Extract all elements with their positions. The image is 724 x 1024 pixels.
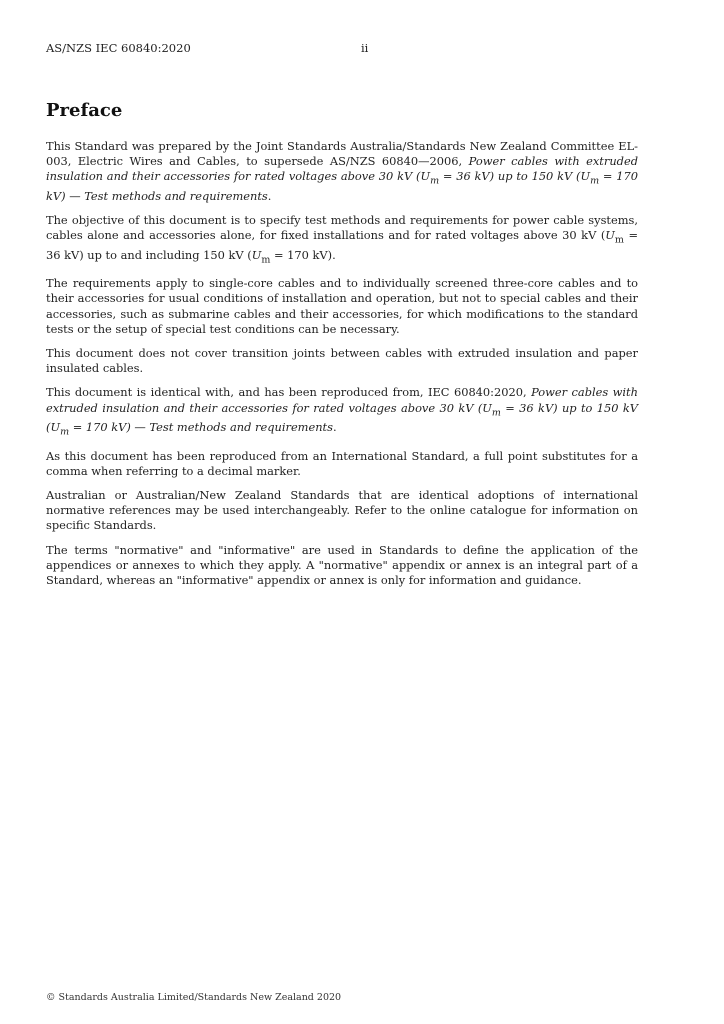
text-run: = 170 kV) — Test methods and requirements bbox=[46, 169, 639, 203]
page-header bbox=[46, 41, 678, 57]
subscript-m: m bbox=[614, 234, 624, 246]
page-number: ii bbox=[361, 41, 369, 55]
paragraph-normative-references: Australian or Australian/New Zealand Standards that are identical adoptions of international normative references may be used interchangeably. Refer to the online catalogue for information on specific Standards. bbox=[46, 488, 638, 533]
symbol-u: U bbox=[605, 228, 615, 243]
paragraph-normative-informative: The terms "normative" and "informative" are used in Standards to define the application of the appendices or annexes to which they apply. A "normative" appendix or annex is an integral part of a Standard, whereas an "informative" appendix or annex is only for information and guidance. bbox=[46, 542, 638, 588]
subscript-m: m bbox=[261, 254, 271, 266]
text-run: Power cables with extruded insulation and their accessories for rated voltages above 30 kV ( bbox=[46, 385, 638, 415]
text-run: = 36 kV) up to 150 kV ( bbox=[439, 169, 581, 184]
subscript-m: m bbox=[590, 175, 600, 187]
text-run: = 170 kV) — Test methods and requirements bbox=[69, 420, 333, 435]
paragraph-decimal-marker: As this document has been reproduced from an International Standard, a full point substitutes for a comma when referring to a decimal marker. bbox=[46, 448, 638, 478]
preface-body bbox=[46, 139, 638, 597]
subscript-m: m bbox=[60, 426, 70, 438]
paragraph-scope-exclusion: This document does not cover transition joints between cables with extruded insulation and paper insulated cables. bbox=[46, 346, 638, 376]
text-run: . bbox=[267, 188, 272, 203]
text-run: . bbox=[332, 420, 337, 435]
text-run: = 36 kV) up to 150 kV ( bbox=[46, 400, 639, 435]
subscript-m: m bbox=[491, 406, 501, 418]
subscript-m: m bbox=[430, 175, 440, 187]
text-run: This Standard was prepared by the Joint Standards Australia/Standards New Zealand Committee EL-003, Electric Wires and Cables, to supersede AS/NZS 60840—2006, bbox=[46, 139, 638, 169]
copyright-footer: © Standards Australia Limited/Standards New Zealand 2020 bbox=[46, 992, 342, 1003]
symbol-u: U bbox=[420, 169, 431, 184]
text-run: The objective of this document is to specify test methods and requirements for power cable systems, cables alone and accessories alone, for fixed installations and for rated voltages above 30 kV ( bbox=[46, 213, 638, 243]
paragraph-requirements: The requirements apply to single-core cables and to individually screened three-core cables and to their accessories for usual conditions of installation and operation, but not to special cables and their accessories, such as submarine cables and their accessories, for which modifications to the standard tests or the setup of special test conditions can be necessary. bbox=[46, 276, 638, 336]
text-run: This document is identical with, and has been reproduced from, IEC 60840:2020, bbox=[46, 385, 532, 400]
symbol-u: U bbox=[50, 420, 61, 435]
text-run: = 36 kV) up to and including 150 kV ( bbox=[46, 228, 639, 262]
text-run: = 170 kV). bbox=[270, 247, 336, 262]
paragraph-identical bbox=[46, 385, 638, 439]
page-title: Preface bbox=[46, 100, 123, 121]
text-run: Power cables with extruded insulation and their accessories for rated voltages above 30 kV ( bbox=[46, 154, 638, 184]
symbol-u: U bbox=[580, 169, 591, 184]
paragraph-objective bbox=[46, 213, 638, 267]
symbol-u: U bbox=[482, 400, 492, 415]
standard-id: AS/NZS IEC 60840:2020 bbox=[46, 41, 191, 55]
paragraph-supersede bbox=[46, 139, 638, 204]
symbol-u: U bbox=[251, 247, 262, 262]
